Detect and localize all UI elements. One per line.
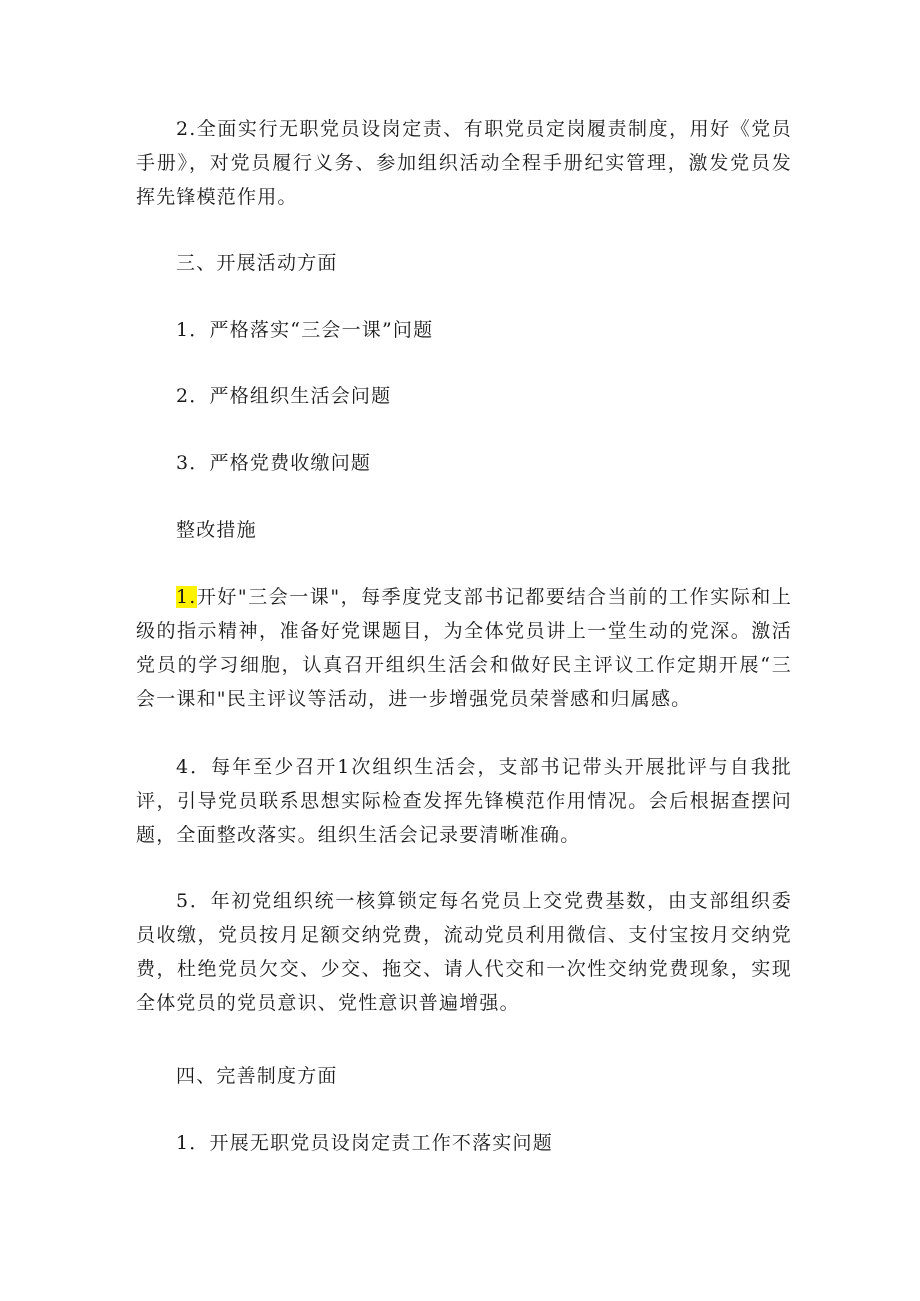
measure-paragraph-5: 5．年初党组织统一核算锁定每名党员上交党费基数，由支部组织委员收缴，党员按月足额交纳党费，流动党员利用微信、支付宝按月交纳党费，杜绝党员欠交、少交、拖交、请人代交和一次性交纳党费现象，实现全体党员的党员意识、党性意识普遍增强。 — [136, 890, 792, 1014]
issue-item-4-1: 1．开展无职党员设岗定责工作不落实问题 — [176, 1132, 553, 1154]
section-heading-4: 四、完善制度方面 — [176, 1065, 338, 1087]
measure-1-text: 开好"三会一课"，每季度党支部书记都要结合当前的工作实际和上级的指示精神，准备好党课题目，为全体党员讲上一堂生动的党深。激活党员的学习细胞，认真召开组织生活会和做好民主评议工作定期开展“三会一课和"民主评议等活动，进一步增强党员荣誉感和归属感。 — [136, 586, 792, 710]
measure-paragraph-4: 4．每年至少召开1次组织生活会，支部书记带头开展批评与自我批评，引导党员联系思想实际检查发挥先锋模范作用情况。会后根据查摆问题，全面整改落实。组织生活会记录要清晰准确。 — [136, 756, 792, 846]
section-heading-3: 三、开展活动方面 — [176, 252, 338, 274]
issue-item-2: 2．严格组织生活会问题 — [176, 385, 392, 407]
measure-paragraph-1 — [136, 580, 792, 716]
paragraph-item-2: 2.全面实行无职党员设岗定责、有职党员定岗履责制度，用好《党员手册》，对党员履行义务、参加组织活动全程手册纪实管理，激发党员发挥先锋模范作用。 — [136, 118, 792, 208]
measures-title: 整改措施 — [176, 519, 257, 541]
issue-item-3: 3．严格党费收缴问题 — [176, 452, 372, 474]
highlighted-number: 1. — [176, 586, 197, 608]
issue-item-1: 1．严格落实“三会一课”问题 — [176, 319, 434, 341]
